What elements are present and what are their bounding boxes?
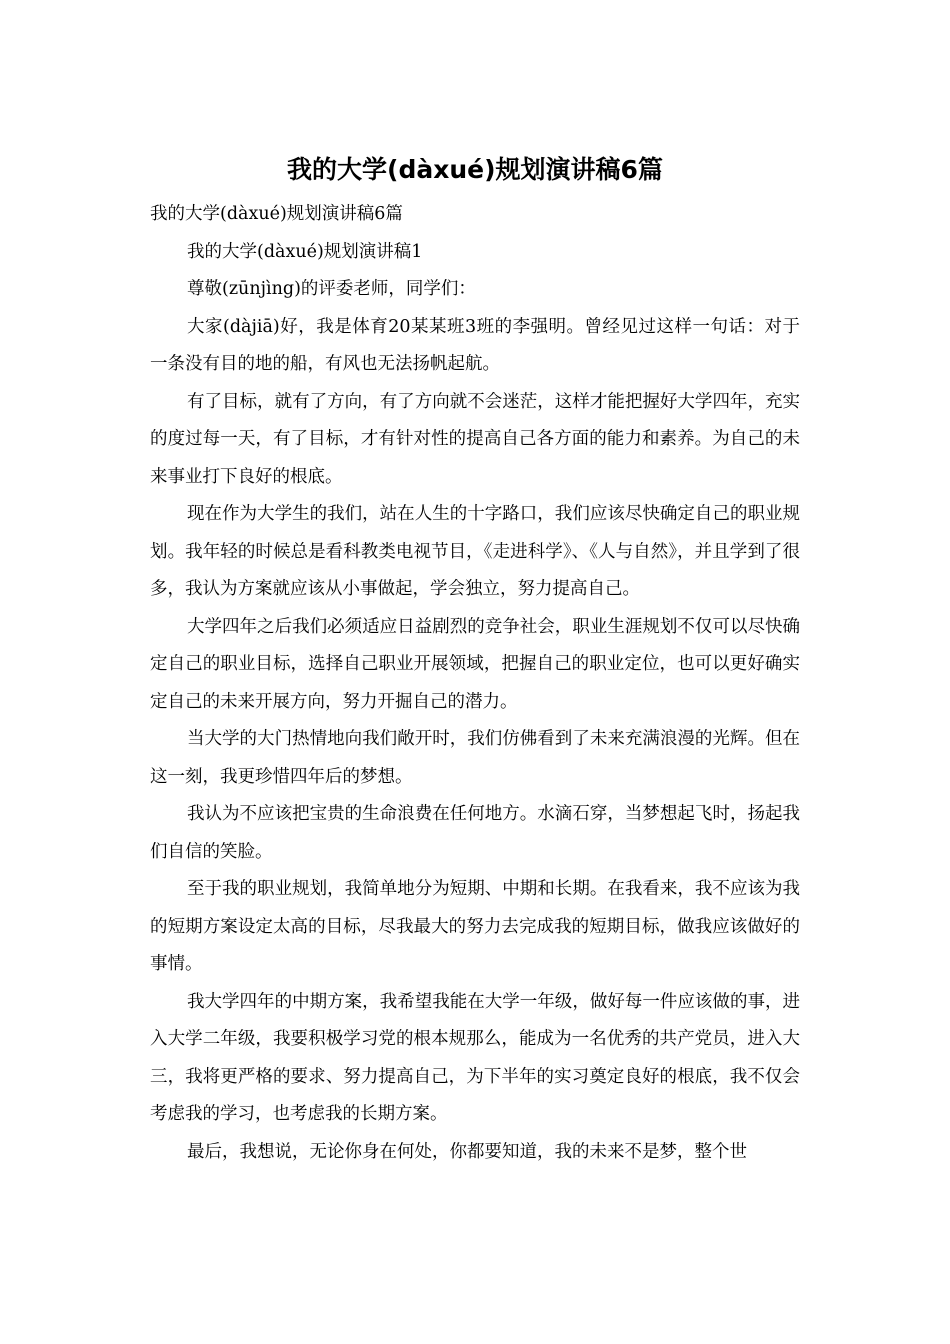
paragraph: 我的大学(dàxué)规划演讲稿1 <box>187 241 423 262</box>
paragraph: 大学四年之后我们必须适应日益剧烈的竞争社会，职业生涯规划不仅可以尽快确定自己的职业目标，选择自己职业开展领域，把握自己的职业定位，也可以更好确实定自己的未来开展方向，努力开掘自己的潜力。 <box>150 616 800 712</box>
paragraph: 至于我的职业规划，我简单地分为短期、中期和长期。在我看来，我不应该为我的短期方案设定太高的目标，尽我最大的努力去完成我的短期目标，做我应该做好的事情。 <box>150 879 800 974</box>
paragraph: 最后，我想说，无论你身在何处，你都要知道，我的未来不是梦，整个世 <box>187 1141 747 1162</box>
paragraph: 有了目标，就有了方向，有了方向就不会迷茫，这样才能把握好大学四年，充实的度过每一天，有了目标，才有针对性的提高自己各方面的能力和素养。为自己的未来事业打下良好的根底。 <box>150 391 800 487</box>
paragraph: 现在作为大学生的我们，站在人生的十字路口，我们应该尽快确定自己的职业规划。我年轻的时候总是看科教类电视节目，《走进科学》、《人与自然》，并且学到了很多，我认为方案就应该从小事做起，学会独立，努力提高自己。 <box>150 504 800 599</box>
paragraph: 我大学四年的中期方案，我希望我能在大学一年级，做好每一件应该做的事，进入大学二年级，我要积极学习党的根本规那么，能成为一名优秀的共产党员，进入大三，我将更严格的要求、努力提高自己，为下半年的实习奠定良好的根底，我不仅会考虑我的学习，也考虑我的长期方案。 <box>150 991 800 1124</box>
paragraph: 我认为不应该把宝贵的生命浪费在任何地方。水滴石穿，当梦想起飞时，扬起我们自信的笑脸。 <box>150 804 800 862</box>
paragraph: 当大学的大门热情地向我们敞开时，我们仿佛看到了未来充满浪漫的光辉。但在这一刻，我更珍惜四年后的梦想。 <box>150 729 800 787</box>
paragraph: 我的大学(dàxué)规划演讲稿6篇 <box>150 204 403 224</box>
document-body <box>150 196 800 1171</box>
paragraph: 大家(dàjiā)好，我是体育20某某班3班的李强明。曾经见过这样一句话：对于一条没有目的地的船，有风也无法扬帆起航。 <box>150 316 800 374</box>
paragraph: 尊敬(zūnjìng)的评委老师，同学们： <box>187 279 476 299</box>
document-title: 我的大学(dàxué)规划演讲稿6篇 <box>287 155 663 184</box>
